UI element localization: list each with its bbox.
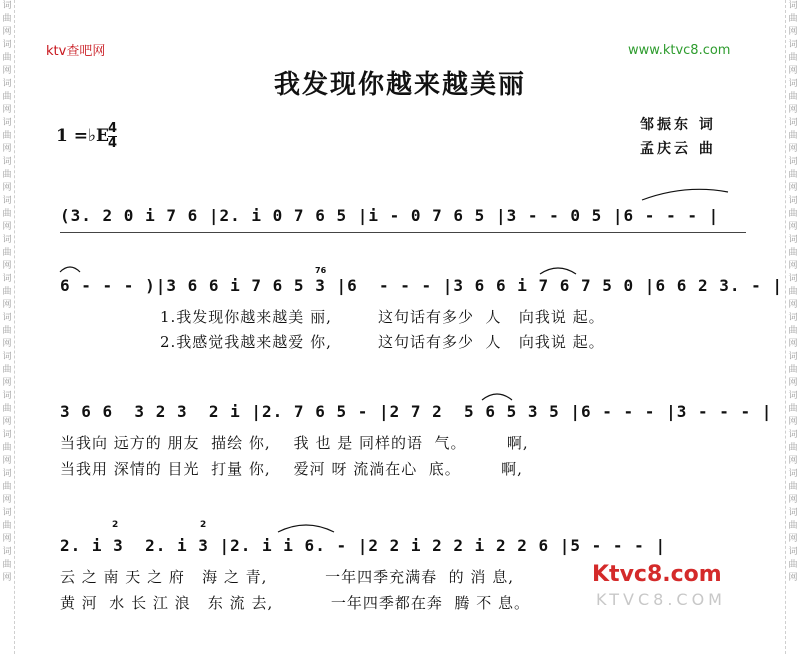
lyric-verse1-line4: 云 之 南 天 之 府 海 之 青, 一年四季充满春 的 消 息, xyxy=(60,568,514,586)
lyricist-credit: 邹振东 词 xyxy=(640,117,716,133)
lyric-verse2-line4: 黄 河 水 长 江 浪 东 流 去, 一年四季都在奔 腾 不 息。 xyxy=(60,594,530,612)
underline-line1 xyxy=(60,232,746,233)
tie-arc-line4 xyxy=(276,518,336,534)
site-logo-watermark: Ktvc8.com xyxy=(592,562,722,587)
side-watermark-left: 词曲网词曲网词曲网词曲网词曲网词曲网词曲网词曲网词曲网词曲网词曲网词曲网词曲网词曲网词曲网 xyxy=(0,0,15,654)
tie-arc-line1 xyxy=(640,186,730,202)
grace-note-b: 2 xyxy=(200,520,207,530)
meter-bottom: 4 xyxy=(108,136,118,151)
grace-note-a: 2 xyxy=(112,520,119,530)
score-line-1: (3. 2 0 i 7 6 |2. i 0 7 6 5 |i - 0 7 6 5 |3 - - 0 5 |6 - - - | xyxy=(60,206,720,225)
lyric-verse1-line2: 1.我发现你越来越美 丽, 这句话有多少 人 向我说 起。 xyxy=(160,308,605,326)
song-title: 我发现你越来越美丽 xyxy=(273,70,526,100)
grace-notes-line2: 76 xyxy=(315,266,327,275)
site-url-right[interactable]: www.ktvc8.com xyxy=(628,43,731,58)
slur-arc-line3 xyxy=(480,388,514,402)
score-line-2: 6 - - - )|3 6 6 i 7 6 5 3 |6 - - - |3 6 6 i 7 6 7 5 0 |6 6 2 3. - | xyxy=(60,276,784,295)
slur-arc-line2 xyxy=(538,262,578,276)
score-line-3: 3 6 6 3 2 3 2 i |2. 7 6 5 - |2 7 2 5 6 5 3 5 |6 - - - |3 - - - | xyxy=(60,402,773,421)
tie-arc-line2-start xyxy=(58,262,82,274)
score-line-4: 2. i 3 2. i 3 |2. i i 6. - |2 2 i 2 2 i 2 2 6 |5 - - - | xyxy=(60,536,667,555)
meter-top: 4 xyxy=(108,121,118,136)
lyric-verse2-line2: 2.我感觉我越来越爱 你, 这句话有多少 人 向我说 起。 xyxy=(160,333,605,351)
time-signature xyxy=(108,122,117,151)
lyric-verse1-line3: 当我向 远方的 朋友 描绘 你, 我 也 是 同样的语 气。 啊, xyxy=(60,434,529,452)
lyric-verse2-line3: 当我用 深情的 目光 打量 你, 爱河 呀 流淌在心 底。 啊, xyxy=(60,460,523,478)
site-name-left[interactable]: ktv查吧网 xyxy=(46,44,106,59)
key-signature: 1 =♭E xyxy=(56,126,109,146)
composer-credit: 孟庆云 曲 xyxy=(640,141,716,157)
side-watermark-right: 词曲网词曲网词曲网词曲网词曲网词曲网词曲网词曲网词曲网词曲网词曲网词曲网词曲网词曲网词曲网 xyxy=(785,0,800,654)
site-logo-watermark-faded: KTVC8.COM xyxy=(596,590,726,609)
